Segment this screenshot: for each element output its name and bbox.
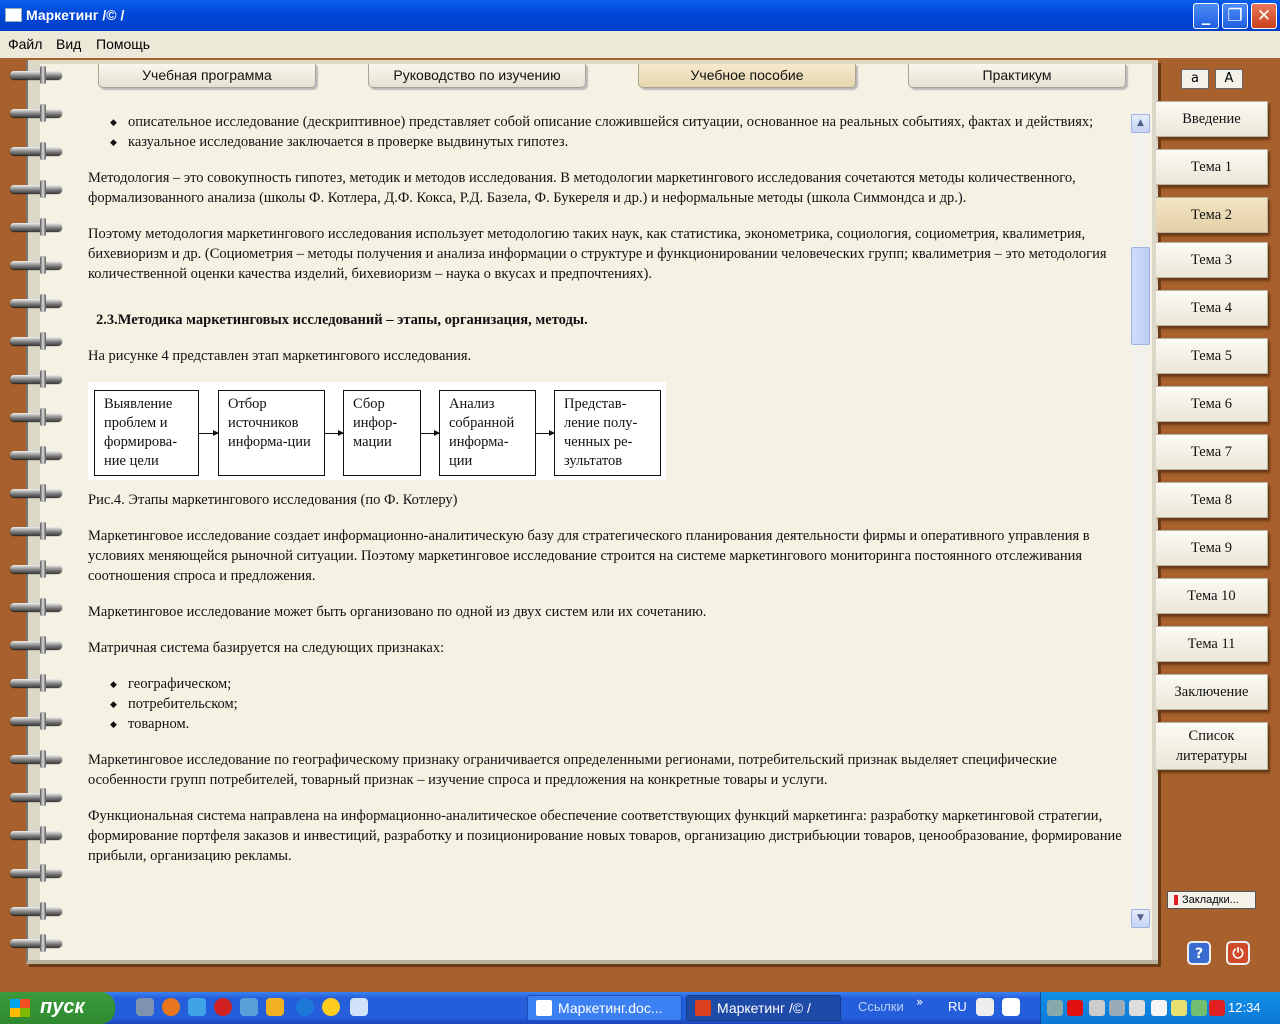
stage-box: Представ-ление полу-ченных ре-зультатов bbox=[554, 390, 661, 476]
maximize-button[interactable]: ❐ bbox=[1222, 3, 1248, 29]
scroll-thumb[interactable] bbox=[1131, 247, 1150, 345]
ie-icon[interactable] bbox=[296, 998, 314, 1016]
help-icon[interactable]: ? bbox=[1187, 941, 1211, 965]
stages-diagram bbox=[88, 382, 666, 480]
paragraph-systems: Маркетинговое исследование может быть организовано по одной из двух систем или их сочетанию. bbox=[88, 604, 707, 620]
tray-icon[interactable] bbox=[1151, 1000, 1167, 1016]
menu-help[interactable]: Помощь bbox=[96, 36, 151, 52]
clock: 12:34 bbox=[1228, 1000, 1261, 1015]
content-scrollbar[interactable] bbox=[1131, 112, 1150, 930]
list-item: ◆ казуальное исследование заключается в проверке выдвинутых гипотез. bbox=[110, 132, 1124, 152]
minimize-button[interactable]: _ bbox=[1193, 3, 1219, 29]
task-marketing[interactable]: Маркетинг /© / bbox=[686, 995, 841, 1021]
side-tab-conclusion[interactable]: Заключение bbox=[1156, 674, 1268, 710]
app-icon[interactable] bbox=[266, 998, 284, 1016]
side-tab-topic-6[interactable]: Тема 6 bbox=[1156, 386, 1268, 422]
paragraph-sciences: Поэтому методология маркетингового исследования использует методологию таких наук, как статистика, эконометрика, социология, социометрия, квалиметрия, бихевиоризм и др. (Социометрия – методы получения и анализа информации о структуре и функционировании человеческих групп; квалиметрия – это методология количественной оценки качества изделий, бихевиоризм – наука о вкусах и предпочтениях). bbox=[88, 226, 1107, 282]
side-tab-topic-4[interactable]: Тема 4 bbox=[1156, 290, 1268, 326]
paragraph-criteria: Маркетинговое исследование по географическому признаку ограничивается определенными регионами, потребительский признак выделяет специфические особенности групп потребителей, товарный признак – изучение спроса и предложения на конкретные товары и услуги. bbox=[88, 752, 1057, 788]
app-icon bbox=[695, 1000, 711, 1016]
close-button[interactable]: ✕ bbox=[1251, 3, 1277, 29]
arrow bbox=[536, 433, 554, 434]
tray-icon[interactable] bbox=[1191, 1000, 1207, 1016]
tray-icon[interactable] bbox=[1109, 1000, 1125, 1016]
menu-file[interactable]: Файл bbox=[8, 36, 43, 52]
tray-icon[interactable] bbox=[1171, 1000, 1187, 1016]
side-tab-topic-11[interactable]: Тема 11 bbox=[1156, 626, 1268, 662]
section-heading: 2.3.Методика маркетинговых исследований – этапы, организация, методы. bbox=[96, 312, 588, 328]
matrix-criteria-list bbox=[88, 674, 1124, 734]
firefox-icon[interactable] bbox=[162, 998, 180, 1016]
start-button[interactable]: пуск bbox=[0, 992, 115, 1024]
language-indicator[interactable]: RU bbox=[948, 999, 967, 1014]
stage-box: Сбор инфор-мации bbox=[343, 390, 421, 476]
side-tab-topic-7[interactable]: Тема 7 bbox=[1156, 434, 1268, 470]
font-larger-button[interactable]: A bbox=[1215, 69, 1243, 89]
taskbar bbox=[0, 992, 1280, 1024]
side-tab-intro[interactable]: Введение bbox=[1156, 101, 1268, 137]
links-toolbar[interactable]: Ссылки bbox=[858, 999, 904, 1014]
side-tab-topic-2[interactable]: Тема 2 bbox=[1156, 197, 1268, 233]
arrow bbox=[325, 433, 343, 434]
menu-bar bbox=[0, 31, 1280, 58]
font-smaller-button[interactable]: a bbox=[1181, 69, 1209, 89]
window-switch-icon[interactable] bbox=[350, 998, 368, 1016]
list-item: ◆ описательное исследование (дескриптивное) представляет собой описание сложившейся ситуации, основанное на реальных событиях, фактах и действиях; bbox=[110, 112, 1124, 132]
side-tab-references[interactable]: Список литературы bbox=[1156, 722, 1268, 770]
volume-icon[interactable] bbox=[1089, 1000, 1105, 1016]
bookmarks-button[interactable]: Закладки... bbox=[1167, 891, 1256, 909]
scroll-down-button[interactable]: ▼ bbox=[1131, 909, 1150, 928]
spiral-binding bbox=[0, 64, 70, 954]
task-word-doc[interactable]: Маркетинг.doc... bbox=[527, 995, 682, 1021]
tab-practicum[interactable]: Практикум bbox=[908, 64, 1126, 88]
power-icon[interactable]: ⏻ bbox=[1226, 941, 1250, 965]
network-icon[interactable] bbox=[136, 998, 154, 1016]
content-area bbox=[88, 112, 1124, 882]
tray-icon[interactable] bbox=[1129, 1000, 1145, 1016]
word-icon bbox=[536, 1000, 552, 1016]
app-icon bbox=[5, 8, 22, 22]
stage-box: Выявление проблем и формирова-ние цели bbox=[94, 390, 199, 476]
antivirus-icon[interactable] bbox=[1067, 1000, 1083, 1016]
side-tab-topic-10[interactable]: Тема 10 bbox=[1156, 578, 1268, 614]
scroll-up-button[interactable]: ▲ bbox=[1131, 114, 1150, 133]
research-types-list bbox=[88, 112, 1124, 152]
toolbar-expand-icon[interactable]: » bbox=[916, 995, 924, 1009]
menu-view[interactable]: Вид bbox=[56, 36, 82, 52]
messenger-icon[interactable] bbox=[188, 998, 206, 1016]
arrow bbox=[421, 433, 439, 434]
arrow bbox=[199, 433, 218, 434]
paragraph-functional: Функциональная система направлена на информационно-аналитическое обеспечение соответствующих функций маркетинга: разработку маркетинговой стратегии, формирование портфеля заказов и инвестиций, разработку и позиционирование новых товаров, организацию дистрибьюции товаров, ценообразование, формирование прибыли, организацию рекламы. bbox=[88, 808, 1122, 864]
list-item: ◆ товарном. bbox=[110, 714, 1124, 734]
paragraph-methodology: Методология – это совокупность гипотез, методик и методов исследования. В методологии маркетингового исследования сочетаются методы количественного, формализованного анализа (школы Ф. Котлера, Д.Ф. Кокса, Р.Д. Базела, Ф. Букереля и др.) и неформальные методы (школа Симмондса и др.). bbox=[88, 170, 1076, 206]
keyboard-icon[interactable] bbox=[976, 998, 994, 1016]
stage-box: Отбор источников информа-ции bbox=[218, 390, 325, 476]
stage-box: Анализ собранной информа-ции bbox=[439, 390, 536, 476]
side-tab-topic-3[interactable]: Тема 3 bbox=[1156, 242, 1268, 278]
opera-icon[interactable] bbox=[214, 998, 232, 1016]
paragraph-base: Маркетинговое исследование создает информационно-аналитическую базу для стратегического планирования деятельности фирмы и оперативного управления в условиях меняющейся рыночной ситуации. Поэтому маркетинговое исследование строится на системе маркетингового мониторинга постоянного отслеживания соотношения спроса и предложения. bbox=[88, 528, 1090, 584]
side-tab-topic-5[interactable]: Тема 5 bbox=[1156, 338, 1268, 374]
tab-curriculum[interactable]: Учебная программа bbox=[98, 64, 316, 88]
app-icon[interactable] bbox=[240, 998, 258, 1016]
chrome-icon[interactable] bbox=[322, 998, 340, 1016]
paragraph-figure-intro: На рисунке 4 представлен этап маркетингового исследования. bbox=[88, 348, 472, 364]
tab-study-guide[interactable]: Руководство по изучению bbox=[368, 64, 586, 88]
paragraph-matrix: Матричная система базируется на следующих признаках: bbox=[88, 640, 445, 656]
list-item: ◆ географическом; bbox=[110, 674, 1124, 694]
yandex-icon[interactable] bbox=[1209, 1000, 1225, 1016]
network-icon[interactable] bbox=[1047, 1000, 1063, 1016]
side-tab-topic-1[interactable]: Тема 1 bbox=[1156, 149, 1268, 185]
side-tab-topic-8[interactable]: Тема 8 bbox=[1156, 482, 1268, 518]
tab-textbook[interactable]: Учебное пособие bbox=[638, 64, 856, 88]
figure-caption: Рис.4. Этапы маркетингового исследования (по Ф. Котлеру) bbox=[88, 492, 458, 508]
help-icon[interactable] bbox=[1002, 998, 1020, 1016]
list-item: ◆ потребительском; bbox=[110, 694, 1124, 714]
title-bar[interactable] bbox=[0, 0, 1280, 31]
window-title: Маркетинг /© / bbox=[26, 7, 125, 23]
side-tab-topic-9[interactable]: Тема 9 bbox=[1156, 530, 1268, 566]
